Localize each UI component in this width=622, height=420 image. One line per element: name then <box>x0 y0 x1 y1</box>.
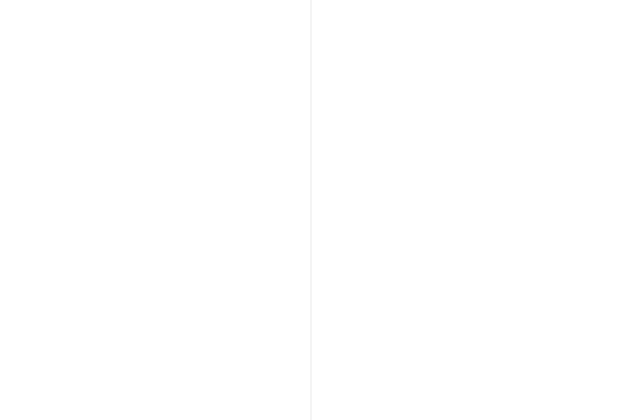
page-gutter <box>310 0 312 420</box>
left-page-column-1 <box>20 14 149 17</box>
